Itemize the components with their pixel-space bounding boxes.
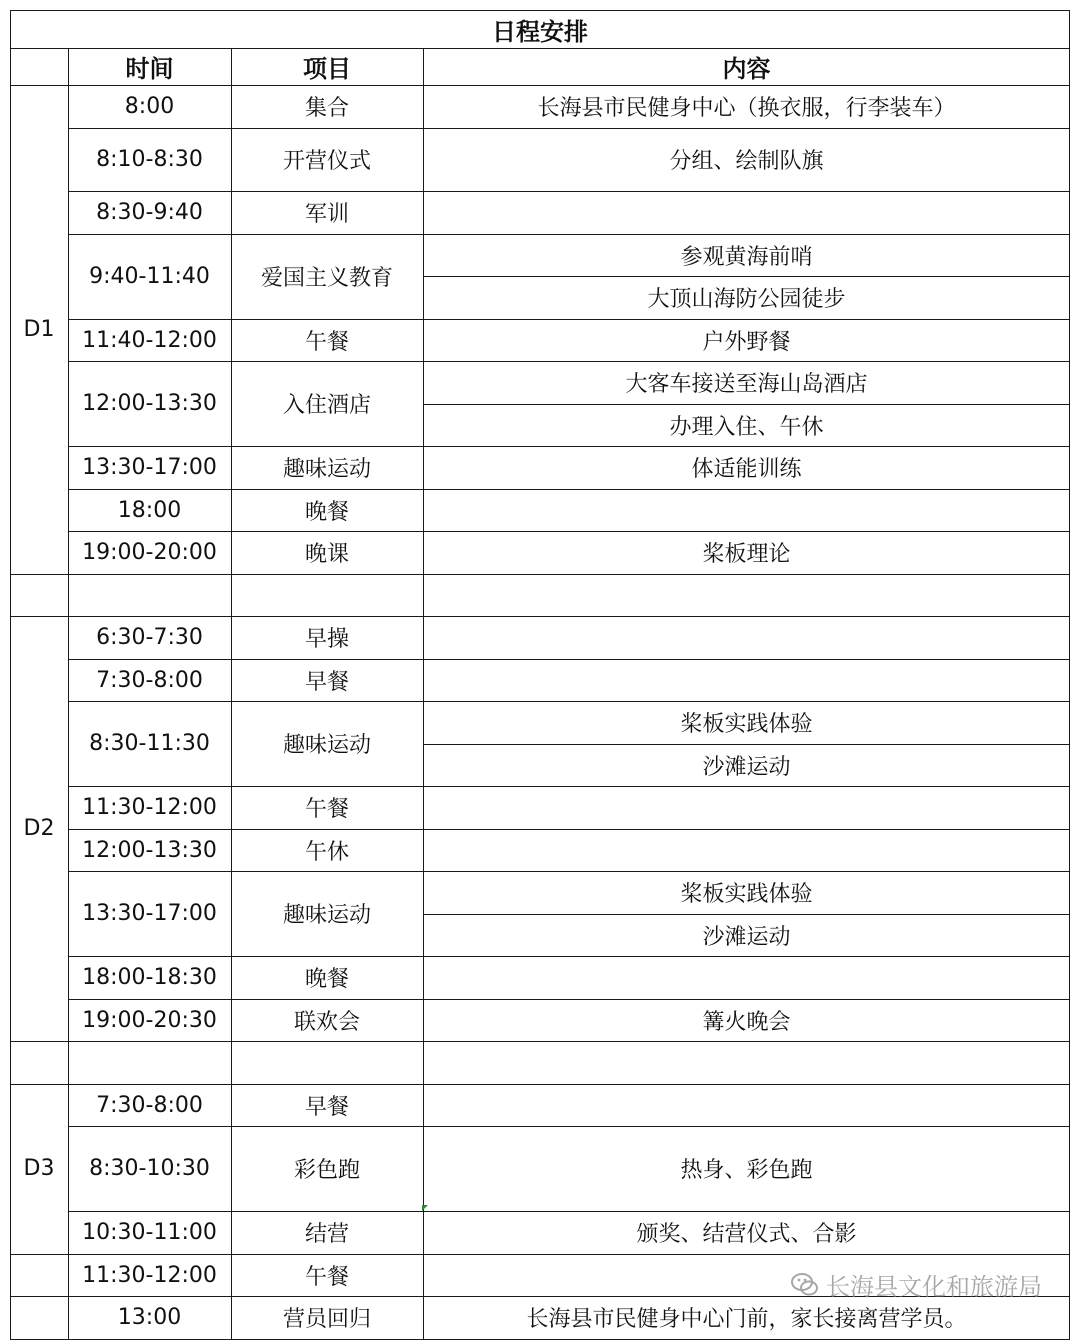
col-divider-time [231,48,232,1339]
schedule-row-content [423,616,1070,659]
spacer-top-border [10,574,1070,575]
schedule-row-content [423,829,1070,872]
header-content: 内容 [722,55,771,83]
schedule-row-content: 热身、彩色跑 [680,1158,813,1184]
col-divider-day [68,48,69,1339]
cell-corner-marker [422,1205,428,1211]
header-time: 时间 [125,55,174,83]
schedule-row-time: 12:00-13:30 [82,837,217,863]
table-title: 日程安排 [492,17,588,46]
schedule-row-item: 彩色跑 [293,1158,360,1184]
schedule-row-content: 桨板实践体验 [680,712,813,737]
schedule-row-time: 9:40-11:40 [89,263,210,289]
day-label: D1 [23,316,55,342]
tail-row-content: 长海县市民健身中心门前，家长接离营学员。 [526,1307,967,1332]
schedule-row-content [423,786,1070,829]
schedule-row-item: 晚餐 [304,499,349,525]
schedule-row-content: 大客车接送至海山岛酒店 [625,372,868,397]
schedule-row-content: 长海县市民健身中心（换衣服，行李装车） [537,95,956,121]
schedule-row-content: 桨板实践体验 [680,882,813,907]
schedule-row-time: 7:30-8:00 [96,1092,203,1118]
schedule-row-content: 大顶山海防公园徒步 [647,287,846,312]
schedule-row-time: 13:30-17:00 [82,901,217,927]
schedule-row-item: 集合 [304,95,349,121]
schedule-row-item: 早餐 [304,1094,349,1120]
schedule-row-content [423,489,1070,532]
schedule-row-content: 篝火晚会 [702,1009,791,1035]
schedule-row-item: 开营仪式 [282,148,371,174]
schedule-row-time: 13:30-17:00 [82,455,217,480]
schedule-row-item: 爱国主义教育 [260,265,393,291]
schedule-row-content: 分组、绘制队旗 [669,148,824,174]
schedule-row-content: 户外野餐 [702,329,791,355]
tail-row-time: 13:00 [117,1305,182,1330]
schedule-row-time: 8:10-8:30 [96,146,203,172]
schedule-row-item: 午休 [304,839,349,865]
schedule-row-time: 12:00-13:30 [82,391,217,417]
schedule-row-content: 参观黄海前哨 [680,244,813,270]
wechat-icon [790,1270,820,1300]
schedule-row-content [423,1084,1070,1127]
table-outer-right [1069,10,1070,1339]
schedule-row-content [423,659,1070,702]
schedule-row-content: 颁奖、结营仪式、合影 [636,1222,857,1247]
schedule-row-item: 结营 [304,1222,349,1247]
schedule-row-item: 趣味运动 [282,903,371,929]
schedule-row-item: 晚课 [304,542,349,567]
schedule-row-content: 桨板理论 [702,542,791,567]
schedule-row-item: 趣味运动 [282,457,371,482]
schedule-row-item: 入住酒店 [282,393,371,419]
schedule-row-time: 11:40-12:00 [82,327,217,353]
schedule-row-time: 8:30-9:40 [96,200,203,225]
schedule-row-time: 7:30-8:00 [96,667,203,693]
schedule-row-item: 早餐 [304,669,349,695]
schedule-row-time: 8:30-11:30 [89,731,210,757]
tail-row-item: 午餐 [304,1264,349,1290]
schedule-row-item: 趣味运动 [282,733,371,759]
table-outer-top [10,10,1070,11]
watermark [790,1267,1042,1302]
day-label: D2 [23,816,55,842]
schedule-row-item: 午餐 [304,797,349,822]
schedule-row-content [423,956,1070,999]
header-item: 项目 [303,55,351,83]
tail-row-time: 11:30-12:00 [82,1262,217,1288]
schedule-row-content: 沙滩运动 [702,924,791,950]
col-divider-item [423,48,424,1339]
tail-row-left-border [10,1254,68,1255]
schedule-row-time: 10:30-11:00 [82,1220,217,1245]
schedule-row-time: 18:00 [117,497,182,523]
tail-row-left-border [10,1296,68,1297]
schedule-row-item: 晚餐 [304,967,349,992]
schedule-row-time: 11:30-12:00 [82,795,217,820]
schedule-row-content: 办理入住、午休 [669,414,824,440]
schedule-row-content: 沙滩运动 [702,754,791,780]
watermark-text: 长海县文化和旅游局 [826,1273,1042,1301]
schedule-row-content [423,191,1070,234]
spacer-top-border [10,1041,1070,1042]
schedule-row-time: 8:00 [124,93,175,119]
schedule-row-content: 体适能训练 [691,457,802,482]
table-outer-left [10,10,11,1339]
schedule-row-time: 19:00-20:30 [82,1007,217,1033]
schedule-table [10,10,1070,1330]
tail-row-item: 营员回归 [282,1307,371,1332]
schedule-row-time: 18:00-18:30 [82,965,217,990]
schedule-row-time: 19:00-20:00 [82,540,217,565]
schedule-row-item: 军训 [304,202,349,227]
day-label: D3 [23,1156,55,1182]
schedule-row-time: 6:30-7:30 [96,625,203,650]
schedule-row-item: 早操 [304,627,349,652]
schedule-row-item: 午餐 [304,329,349,355]
schedule-row-item: 联欢会 [293,1009,360,1035]
schedule-row-time: 8:30-10:30 [89,1156,210,1182]
